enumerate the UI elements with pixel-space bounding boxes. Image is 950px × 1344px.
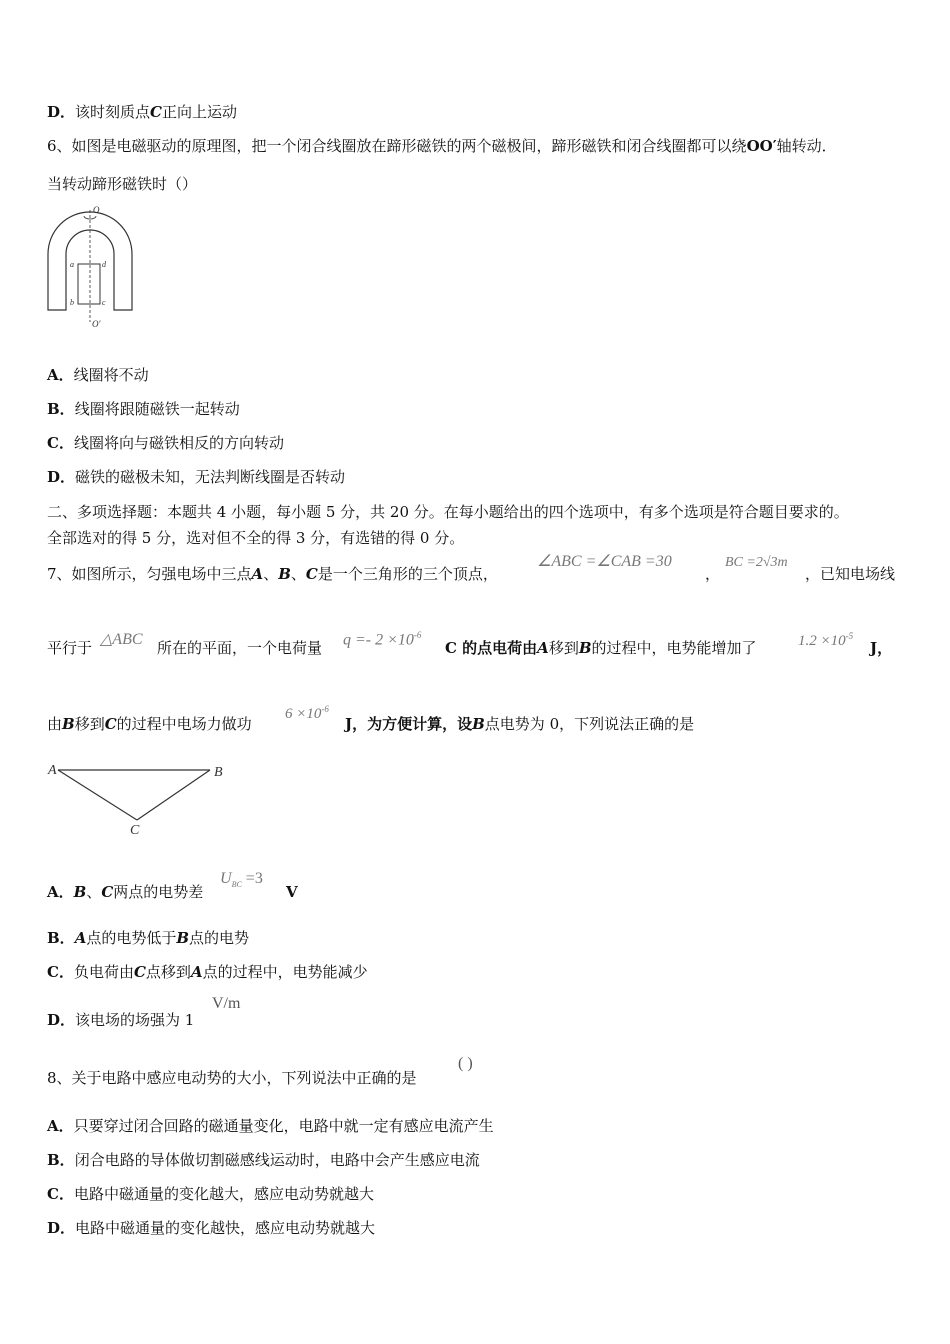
horseshoe-magnet-figure <box>44 204 136 330</box>
formula-ubc-val: =3 <box>245 870 263 887</box>
q7-l2-b <box>445 638 757 658</box>
axis-label: OO′ <box>746 137 777 155</box>
sep: 、 <box>263 565 279 583</box>
q7-line1-end: ，已知电场线 <box>805 565 896 583</box>
label-c: c <box>102 298 106 307</box>
q8-option-b <box>47 1150 480 1170</box>
vertex-a-label: A <box>48 763 57 778</box>
edge-ca <box>58 770 137 820</box>
text: 移到 <box>548 639 579 657</box>
formula-work-exp: -6 <box>321 704 329 714</box>
label-d: d <box>102 260 106 269</box>
text: 的过程中，电势能增加了 <box>591 639 757 657</box>
label-o-bottom: O′ <box>92 319 101 329</box>
var-b: B <box>472 715 485 733</box>
sep: 、 <box>290 565 306 583</box>
option-label: D． <box>47 1011 76 1029</box>
option-text-end: 点的电势 <box>189 929 250 947</box>
option-text: 电路中磁通量的变化越快，感应电动势就越大 <box>75 1219 376 1237</box>
answer-paren: ( ) <box>458 1055 473 1072</box>
text: 点电势为 0，下列说法正确的是 <box>484 715 695 733</box>
formula-bc: BC =2√3m <box>725 555 788 570</box>
q7-stem-line1 <box>47 564 498 584</box>
option-label: D． <box>47 1219 76 1237</box>
option-text-end: 点的过程中，电势能减少 <box>202 963 368 981</box>
label-b: b <box>70 298 74 307</box>
formula-triangle: △ABC <box>100 631 143 648</box>
q7-l3 <box>47 714 252 734</box>
q6-stem-line2: 当转动蹄形磁铁时（） <box>47 175 198 193</box>
option-label: D． <box>47 468 76 486</box>
var-c: C <box>104 715 117 733</box>
text: J，为方便计算，设 <box>345 715 473 733</box>
q8-stem: 8、关于电路中感应电动势的大小，下列说法中正确的是 <box>47 1069 417 1087</box>
formula-angles: ∠ABC =∠CAB =30 <box>537 553 672 570</box>
q8-option-d <box>47 1218 375 1238</box>
text: 7、如图所示，匀强电场中三点 <box>47 565 252 583</box>
q7-l2-pre: 平行于 <box>47 639 93 657</box>
formula-energy-exp: -5 <box>845 631 854 641</box>
var-a: A <box>190 963 203 981</box>
formula-work-base: 6 ×10 <box>285 706 322 722</box>
q8-option-c <box>47 1184 374 1204</box>
option-text: 磁铁的磁极未知，无法判断线圈是否转动 <box>75 468 346 486</box>
q5-option-d <box>47 102 237 122</box>
q6-stem-line1 <box>47 136 837 156</box>
q7-l2-end: J， <box>870 639 893 657</box>
label-a: a <box>70 260 74 269</box>
q7-option-b <box>47 928 249 948</box>
q6-option-a <box>47 365 149 385</box>
vertex-b-label: B <box>214 765 223 780</box>
sep: 、 <box>86 883 102 901</box>
option-text-end: 正向上运动 <box>161 103 237 121</box>
formula-charge-base: q =- 2 ×10 <box>343 631 414 649</box>
var-b: B <box>73 883 87 901</box>
option-text: 两点的电势差 <box>113 883 204 901</box>
var-b: B <box>62 715 75 733</box>
var-c: C <box>305 565 318 583</box>
q6-stem-text: 6、如图是电磁驱动的原理图，把一个闭合线圈放在蹄形磁铁的两个磁极间，蹄形磁铁和闭合线圈都可以绕 <box>47 137 747 155</box>
text: 的过程中电场力做功 <box>116 715 252 733</box>
formula-energy <box>798 631 853 650</box>
option-label: A． <box>47 883 74 901</box>
q6-option-c <box>47 433 284 453</box>
option-label: A． <box>47 366 74 384</box>
option-label: A． <box>47 1117 74 1135</box>
section2-line1: 二、多项选择题：本题共 4 小题，每小题 5 分，共 20 分。在每小题给出的四个选项中，有多个选项是符合题目要求的。 <box>47 503 849 521</box>
text: C 的点电荷由 <box>445 639 538 657</box>
var-a: A <box>74 929 87 947</box>
q7-l3-end <box>345 714 694 734</box>
option-text: 该电场的场强为 1 <box>75 1011 195 1029</box>
option-label: C． <box>47 963 74 981</box>
option-text: 只要穿过闭合回路的磁通量变化，电路中就一定有感应电流产生 <box>73 1117 494 1135</box>
option-text: 点的电势低于 <box>86 929 177 947</box>
q6-option-d <box>47 467 345 487</box>
option-text: 线圈将跟随磁铁一起转动 <box>74 400 240 418</box>
q6-stem-end: 轴转动． <box>776 137 837 155</box>
edge-bc <box>137 770 210 820</box>
var-c: C <box>101 883 114 901</box>
label-o-top: O <box>93 205 100 215</box>
vertex-c-label: C <box>130 823 140 838</box>
var-a: A <box>251 565 264 583</box>
option-text: 闭合电路的导体做切割磁感线运动时，电路中会产生感应电流 <box>74 1151 480 1169</box>
var-b: B <box>176 929 190 947</box>
q7-option-a <box>47 882 203 902</box>
option-label: C． <box>47 434 74 452</box>
var-c: C <box>133 963 146 981</box>
var-b: B <box>578 639 592 657</box>
q7-l2-a: 所在的平面，一个电荷量 <box>157 639 323 657</box>
q6-option-b <box>47 399 240 419</box>
q7-option-d <box>47 1010 194 1030</box>
point-c-var: C <box>150 103 162 121</box>
formula-charge-exp: -6 <box>413 630 422 640</box>
formula-work <box>285 704 329 723</box>
comma: ， <box>705 565 721 583</box>
option-text: 线圈将不动 <box>73 366 149 384</box>
option-label: B． <box>47 400 75 418</box>
q8-option-a <box>47 1116 494 1136</box>
option-text: 该时刻质点 <box>75 103 151 121</box>
q7-option-c <box>47 962 368 982</box>
unit-volt: V <box>286 883 298 901</box>
formula-ubc <box>220 870 263 889</box>
formula-ubc-base: U <box>220 870 232 887</box>
unit-volt-per-meter: V/m <box>212 995 241 1012</box>
var-b: B <box>278 565 291 583</box>
text: 是一个三角形的三个顶点， <box>317 565 498 583</box>
text: 由 <box>47 715 63 733</box>
option-text: 电路中磁通量的变化越大，感应电动势就越大 <box>73 1185 374 1203</box>
section2-line2: 全部选对的得 5 分，选对但不全的得 3 分，有选错的得 0 分。 <box>47 529 465 547</box>
option-text: 线圈将向与磁铁相反的方向转动 <box>73 434 284 452</box>
option-label: C． <box>47 1185 74 1203</box>
option-text: 点移到 <box>145 963 191 981</box>
option-text: 负电荷由 <box>73 963 134 981</box>
triangle-figure <box>44 758 244 840</box>
coil <box>78 264 100 304</box>
formula-charge <box>343 630 421 649</box>
option-label: B． <box>47 929 75 947</box>
var-a: A <box>537 639 549 657</box>
formula-ubc-sub: BC <box>231 880 242 890</box>
text: 移到 <box>74 715 105 733</box>
option-label: D． <box>47 103 76 121</box>
option-label: B． <box>47 1151 75 1169</box>
formula-energy-base: 1.2 ×10 <box>798 633 846 649</box>
